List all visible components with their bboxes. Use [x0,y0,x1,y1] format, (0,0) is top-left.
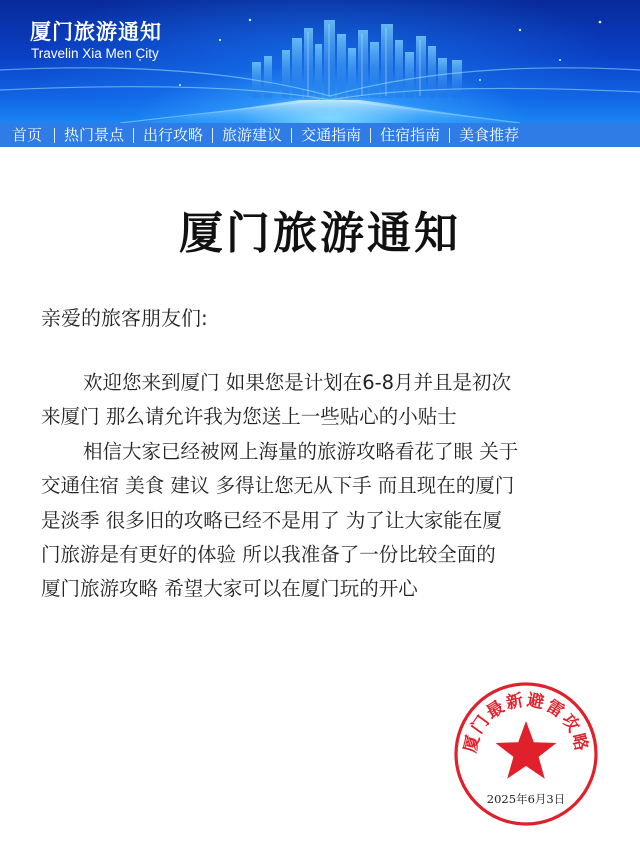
nav-item-transport[interactable]: 交通指南 [301,126,362,144]
text-line: 是淡季 很多旧的攻略已经不是用了 为了让大家能在厦 [41,508,502,532]
greeting: 亲爱的旅客朋友们: [41,306,208,330]
stamp-date: 2025年6月3日 [486,792,566,806]
stamp-arc-text: 厦门最新避雷攻略 [460,690,592,755]
nav-item-home[interactable]: 首页 [12,126,43,144]
nav-item-travel-tips[interactable]: 旅游建议 [222,126,283,144]
nav-item-lodging[interactable]: 住宿指南 [380,126,441,144]
text-line: 门旅游是有更好的体验 所以我准备了一份比较全面的 [41,543,496,567]
nav-item-travel-guide[interactable]: 出行攻略 [143,126,204,144]
text-line: 交通住宿 美食 建议 多得让您无从下手 而且现在的厦门 [41,474,515,498]
text-line: 相信大家已经被网上海量的旅游攻略看花了眼 关于 [83,439,519,463]
notice-body [41,366,603,607]
text-line: 厦门旅游攻略 希望大家可以在厦门玩的开心 [41,577,418,601]
star-icon [496,721,557,779]
text-line: 欢迎您来到厦门 如果您是计划在6-8月并且是初次 [83,371,512,394]
page-title: 厦门旅游通知 [179,208,461,259]
nav-item-food[interactable]: 美食推荐 [459,126,520,144]
banner-title: 厦门旅游通知 [30,20,162,44]
nav-item-attractions[interactable]: 热门景点 [64,126,125,144]
red-seal-stamp [453,681,599,827]
text-line: 来厦门 那么请允许我为您送上一些贴心的小贴士 [41,405,457,429]
banner-subtitle: Travelin Xia Men City [31,46,159,61]
paragraph [41,366,603,435]
main-nav [0,123,640,147]
paragraph [41,435,603,607]
header-banner [0,0,640,123]
